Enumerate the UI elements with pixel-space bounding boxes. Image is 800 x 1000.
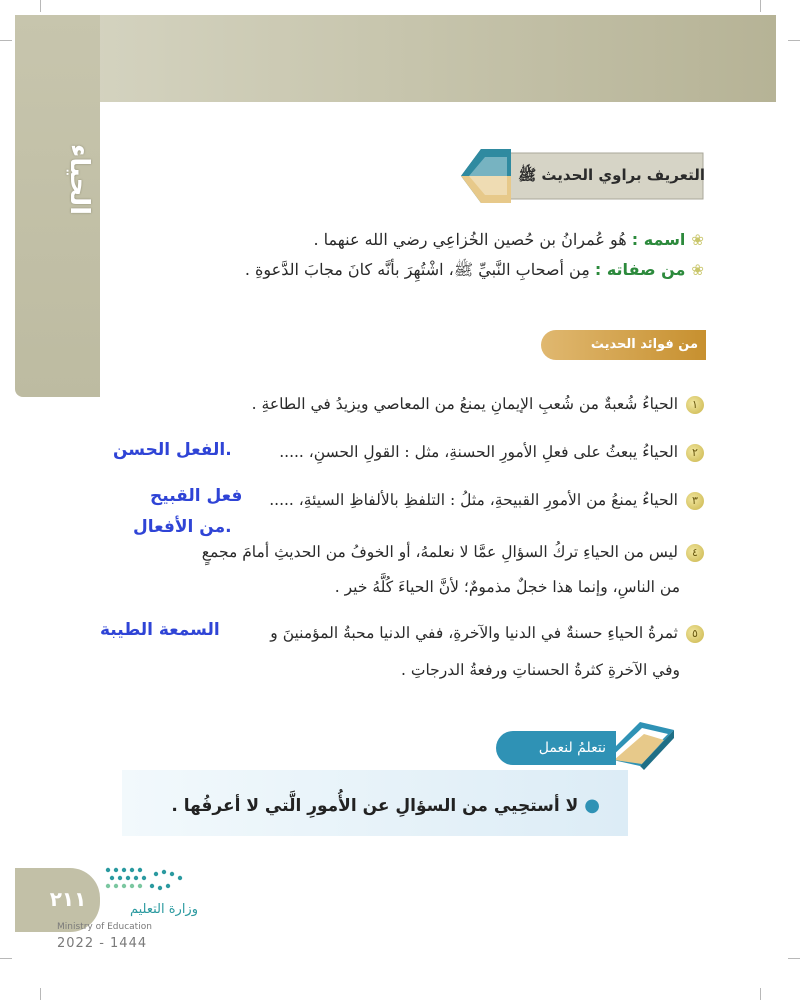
trait-label: من صفاته :	[594, 260, 686, 279]
handwritten-answer: فعل القبيح	[150, 486, 243, 506]
handwritten-answer: الفعل الحسن.	[113, 440, 232, 460]
ministry-name-arabic: وزارة التعليم	[129, 902, 198, 917]
flower-bullet-icon: ❀	[691, 261, 704, 279]
point-number-badge: ١	[686, 396, 704, 414]
point-number-badge: ٢	[686, 444, 704, 462]
action-statement	[171, 792, 600, 820]
benefit-point-5-line-2: وفي الآخرةِ كثرةُ الحسناتِ ورفعةُ الدرجاتِ .	[401, 661, 680, 679]
bullet-dot-icon: ●	[584, 795, 600, 816]
crop-mark	[760, 0, 761, 12]
edition-year: 2022 - 1444	[57, 936, 148, 951]
action-pill-label: نتعلمُ لنعمل	[538, 740, 606, 756]
action-statement-text: لا أستحِيي من السؤالِ عن الأُمورِ الَّتي لا أعرفُها .	[171, 796, 579, 816]
benefits-tab-label: من فوائد الحديث	[590, 337, 698, 352]
benefit-point-5	[270, 618, 704, 648]
header-band	[15, 15, 776, 102]
benefit-point-3	[269, 485, 704, 515]
point-text: الحياءُ شُعبةٌ من شُعبِ الإيمانِ يمنعُ من المعاصي ويزيدُ في الطاعةِ .	[251, 395, 678, 413]
point-text: ليس من الحياءِ تركُ السؤالِ عمَّا لا نعلمهُ، أو الخوفُ من الحديثِ أمامَ مجمعٍ	[201, 543, 678, 561]
handwritten-answer: السمعة الطيبة	[100, 620, 220, 640]
point-text: الحياءُ يمنعُ من الأمورِ القبيحةِ، مثلُ : التلفظِ بالألفاظِ السيئةِ، .....	[269, 491, 678, 509]
point-number-badge: ٣	[686, 492, 704, 510]
crop-mark	[40, 988, 41, 1000]
crop-mark	[0, 958, 12, 959]
page-number: ٢١١	[49, 887, 87, 911]
handwritten-answer: من الأفعال.	[133, 517, 232, 537]
point-text: ثمرةُ الحياءِ حسنةٌ في الدنيا والآخرةِ، ففي الدنيا محبةُ المؤمنينَ و	[270, 624, 678, 642]
narrator-trait-line	[245, 256, 704, 284]
crop-mark	[760, 988, 761, 1000]
crop-mark	[40, 0, 41, 12]
flower-bullet-icon: ❀	[691, 231, 704, 249]
name-label: اسمه :	[631, 230, 686, 249]
chapter-side-title: الحياء	[64, 144, 94, 216]
benefit-point-4	[202, 537, 704, 567]
benefit-point-2	[279, 437, 704, 467]
ministry-name-english: Ministry of Education	[57, 922, 152, 932]
point-text: الحياءُ يبعثُ على فعلِ الأمورِ الحسنةِ، مثل : القولِ الحسنِ، .....	[279, 443, 678, 461]
point-number-badge: ٤	[686, 544, 704, 562]
benefit-point-4-line-2: من الناسِ، وإنما هذا خجلٌ مذمومٌ؛ لأنَّ الحياءَ كُلَّهُ خير .	[334, 578, 680, 596]
crop-mark	[788, 958, 800, 959]
crop-mark	[0, 40, 12, 41]
narrator-name-line	[313, 226, 704, 254]
ministry-logo-icon	[98, 862, 188, 902]
benefit-point-1	[252, 389, 704, 419]
trait-text: مِن أصحابِ النَّبيِّ ﷺ، اشْتُهِرَ بأنَّه كانَ مجابَ الدَّعوةِ .	[244, 260, 590, 279]
crop-mark	[788, 40, 800, 41]
name-text: هُو عُمرانُ بن حُصين الخُزاعِي رضي الله عنهما .	[313, 230, 627, 249]
point-number-badge: ٥	[686, 625, 704, 643]
section-ribbon-label: التعريف براوي الحديث ﷺ	[518, 166, 705, 184]
